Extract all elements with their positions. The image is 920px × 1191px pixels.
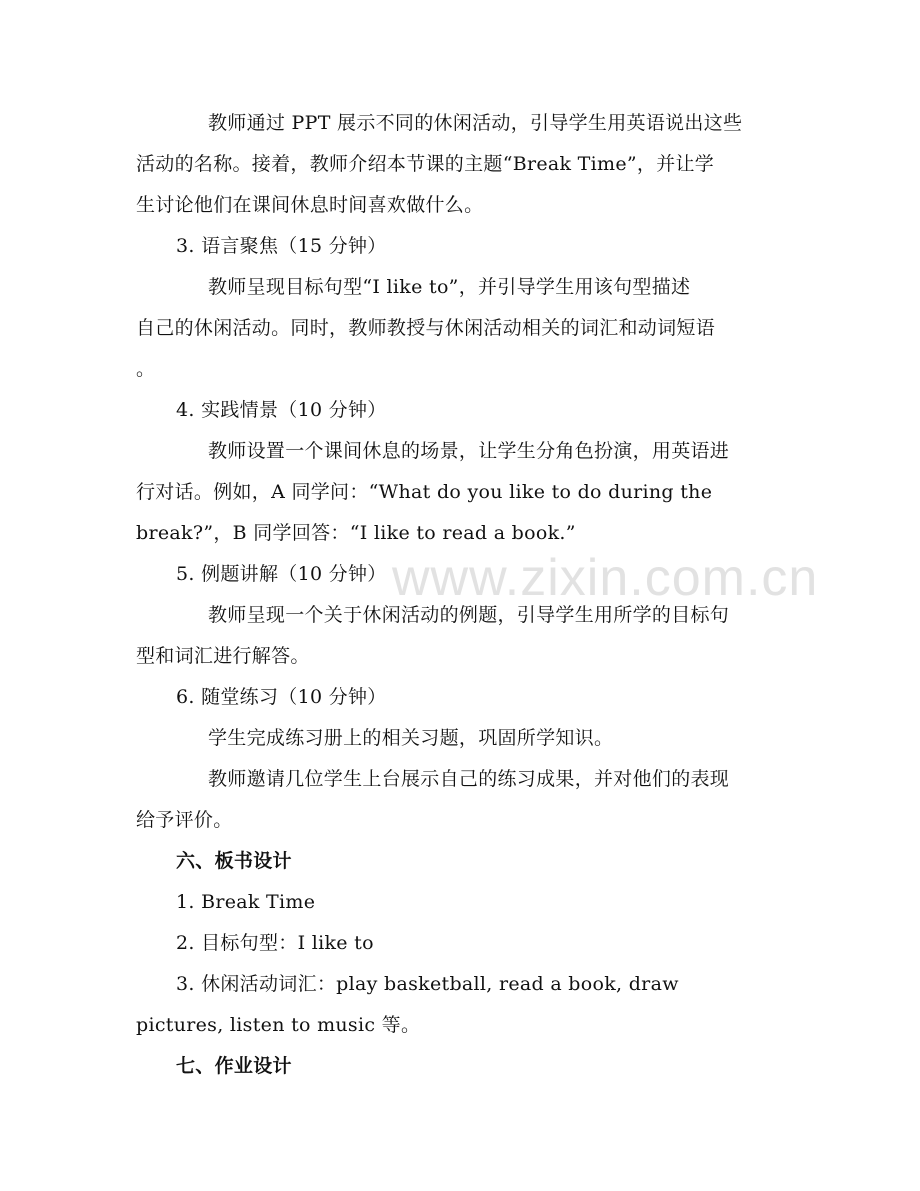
board-item: 3. 休闲活动词汇：play basketball, read a book, draw [176,973,679,995]
step-heading: 4. 实践情景（10 分钟） [176,399,387,421]
paragraph-line: 教师呈现一个关于休闲活动的例题，引导学生用所学的目标句 [208,604,730,626]
section-heading: 七、作业设计 [176,1055,292,1077]
watermark: www.zixin.com.cn [392,549,819,607]
step-heading: 6. 随堂练习（10 分钟） [176,686,387,708]
paragraph-line: 行对话。例如，A 同学问：“What do you like to do during the [136,481,713,503]
paragraph-line: 。 [136,358,156,380]
paragraph-line: break?”，B 同学回答：“I like to read a book.” [136,522,576,544]
paragraph-line: 型和词汇进行解答。 [136,645,310,667]
paragraph-line: 生讨论他们在课间休息时间喜欢做什么。 [136,194,484,216]
paragraph-line: 教师设置一个课间休息的场景，让学生分角色扮演，用英语进 [208,440,730,462]
paragraph-line: 自己的休闲活动。同时，教师教授与休闲活动相关的词汇和动词短语 [136,317,716,339]
board-item: pictures, listen to music 等。 [136,1014,421,1036]
paragraph-line: 学生完成练习册上的相关习题，巩固所学知识。 [208,727,614,749]
paragraph-line: 活动的名称。接着，教师介绍本节课的主题“Break Time”，并让学 [136,153,715,175]
section-heading: 六、板书设计 [176,850,292,872]
board-item: 1. Break Time [176,891,316,913]
paragraph-line: 教师通过 PPT 展示不同的休闲活动，引导学生用英语说出这些 [208,112,743,134]
board-item: 2. 目标句型：I like to [176,932,374,954]
paragraph-line: 教师邀请几位学生上台展示自己的练习成果，并对他们的表现 [208,768,730,790]
paragraph-line: 教师呈现目标句型“I like to”，并引导学生用该句型描述 [208,276,691,298]
step-heading: 5. 例题讲解（10 分钟） [176,563,387,585]
step-heading: 3. 语言聚焦（15 分钟） [176,235,387,257]
paragraph-line: 给予评价。 [136,809,233,831]
